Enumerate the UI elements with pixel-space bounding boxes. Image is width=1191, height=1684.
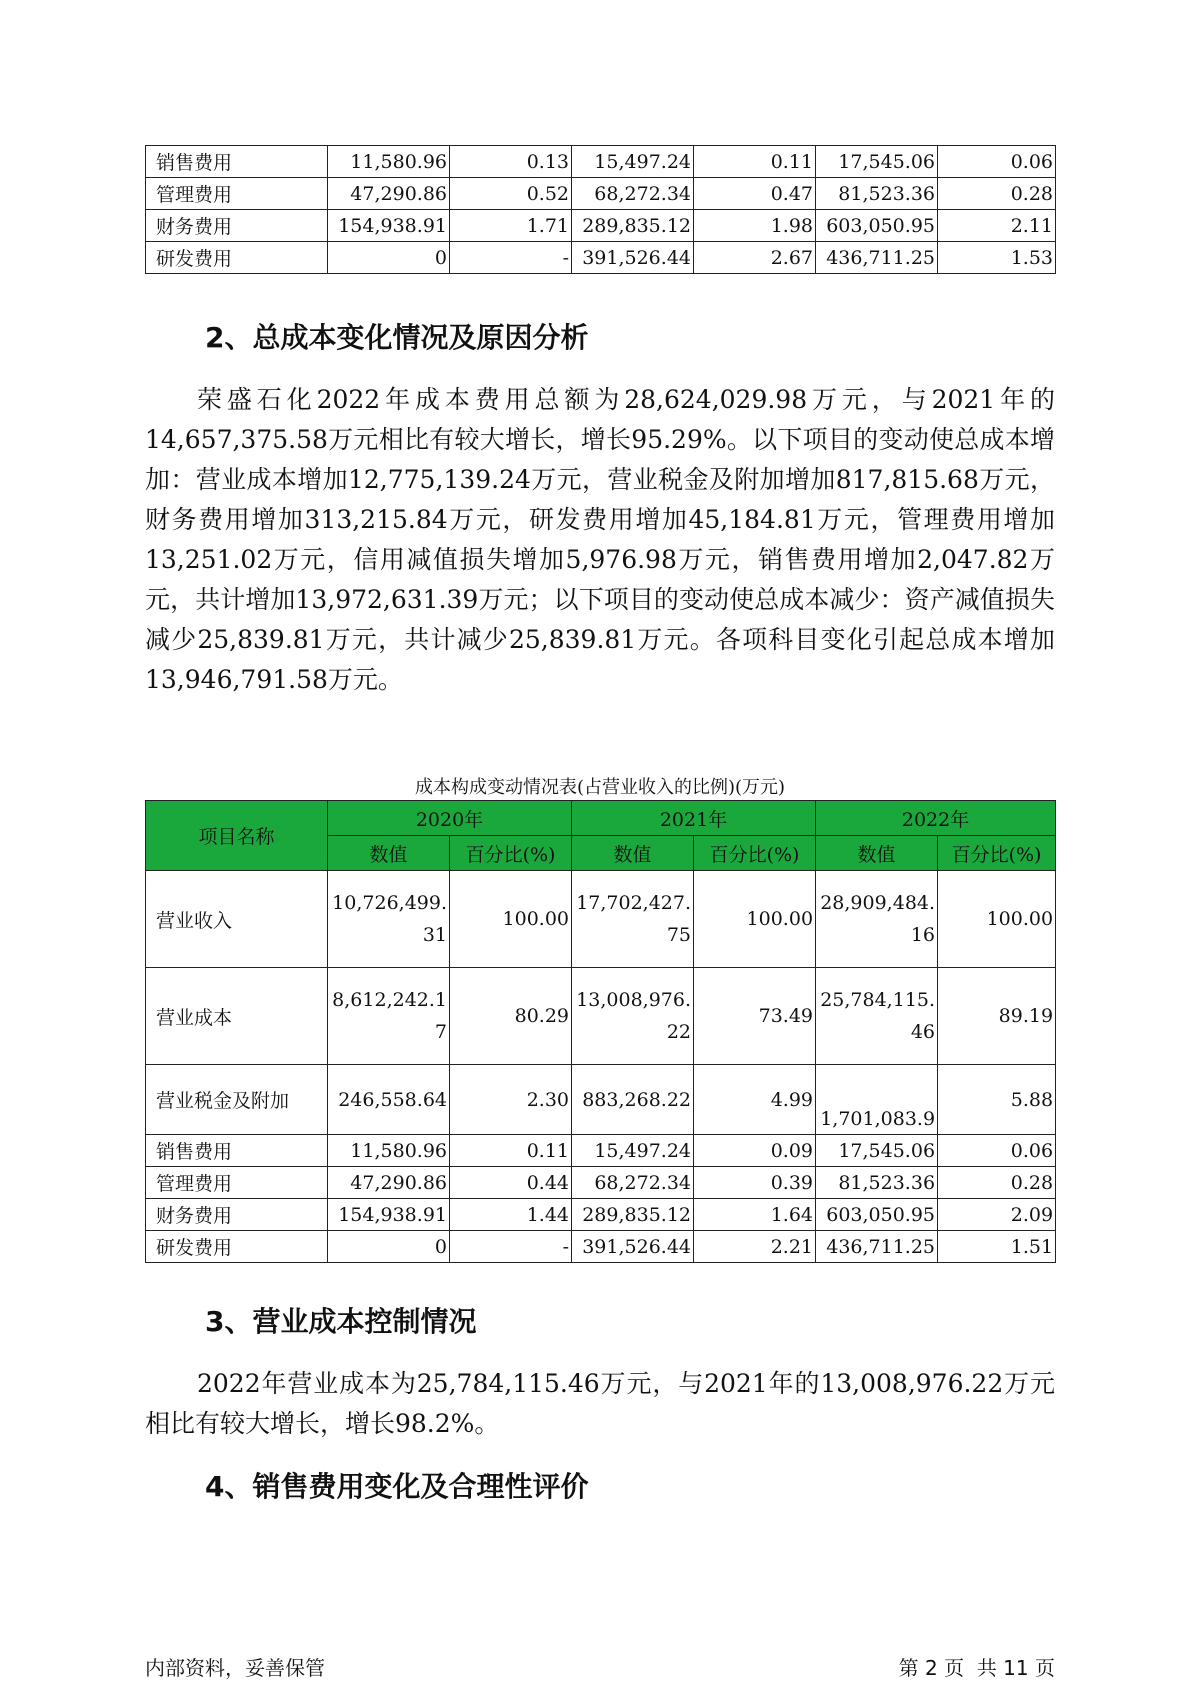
table-caption: 成本构成变动情况表(占营业收入的比例)(万元) <box>414 777 786 798</box>
value-2021: 883,268.22 <box>572 1065 694 1135</box>
section-heading: 2、总成本变化情况及原因分析 <box>205 321 589 354</box>
percent-2021: 100.00 <box>694 871 816 968</box>
value-2022: 603,050.95 <box>816 210 938 242</box>
value-2020: 0 <box>328 242 450 274</box>
percent-2020: 0.44 <box>450 1167 572 1199</box>
percent-2020: 100.00 <box>450 871 572 968</box>
value-2022: 28,909,484.16 <box>816 871 938 968</box>
value-2020: 10,726,499.31 <box>328 871 450 968</box>
percent-2020: 2.30 <box>450 1065 572 1135</box>
cost-structure-table <box>145 800 1056 1263</box>
value-2021: 289,835.12 <box>572 210 694 242</box>
percent-2020: 0.11 <box>450 1135 572 1167</box>
value-2022: 17,545.06 <box>816 146 938 178</box>
header-row <box>146 801 1056 836</box>
table-row <box>146 968 1056 1065</box>
value-2021: 15,497.24 <box>572 146 694 178</box>
percent-2020: 80.29 <box>450 968 572 1065</box>
value-2021: 391,526.44 <box>572 242 694 274</box>
percent-2020: 1.44 <box>450 1199 572 1231</box>
percent-2022: 0.06 <box>938 146 1056 178</box>
value-2022: 436,711.25 <box>816 1231 938 1263</box>
table-row <box>146 242 1056 274</box>
value-2022: 25,784,115.46 <box>816 968 938 1065</box>
value-2021: 15,497.24 <box>572 1135 694 1167</box>
row-label: 销售费用 <box>146 146 328 178</box>
value-2020: 0 <box>328 1231 450 1263</box>
value-2021: 13,008,976.22 <box>572 968 694 1065</box>
header-percent: 百分比(%) <box>938 836 1056 871</box>
footer-confidential-note: 内部资料，妥善保管 <box>145 1656 325 1680</box>
value-2021: 17,702,427.75 <box>572 871 694 968</box>
section-paragraph: 荣盛石化2022年成本费用总额为28,624,029.98万元，与2021年的14,657,375.58万元相比有较大增长，增长95.29%。以下项目的变动使总成本增加：营业成本增加12,775,139.24万元，营业税金及附加增加817,815.68万元，财务费用增加313,215.84万元，研发费用增加45,184.81万元，管理费用增加13,251.02万元，信用减值损失增加5,976.98万元，销售费用增加2,047.82万元，共计增加13,972,631.39万元；以下项目的变动使总成本减少：资产减值损失减少25,839.81万元，共计减少25,839.81万元。各项科目变化引起总成本增加13,946,791.58万元。 <box>145 385 1055 694</box>
section-heading: 4、销售费用变化及合理性评价 <box>205 1470 589 1503</box>
row-label: 研发费用 <box>146 1231 328 1263</box>
section-heading: 3、营业成本控制情况 <box>205 1305 477 1338</box>
percent-2022: 2.11 <box>938 210 1056 242</box>
table-row <box>146 210 1056 242</box>
value-2022: 81,523.36 <box>816 178 938 210</box>
percent-2020: 0.13 <box>450 146 572 178</box>
percent-2021: 2.21 <box>694 1231 816 1263</box>
row-label: 营业成本 <box>146 968 328 1065</box>
percent-2022: 5.88 <box>938 1065 1056 1135</box>
value-2020: 154,938.91 <box>328 210 450 242</box>
row-label: 财务费用 <box>146 1199 328 1231</box>
value-2021: 68,272.34 <box>572 1167 694 1199</box>
percent-2022: 0.06 <box>938 1135 1056 1167</box>
percent-2020: - <box>450 1231 572 1263</box>
table-row <box>146 1199 1056 1231</box>
value-2022: 603,050.95 <box>816 1199 938 1231</box>
percent-2022: 1.53 <box>938 242 1056 274</box>
row-label: 管理费用 <box>146 1167 328 1199</box>
row-label: 销售费用 <box>146 1135 328 1167</box>
percent-2021: 2.67 <box>694 242 816 274</box>
table-row <box>146 1135 1056 1167</box>
percent-2022: 1.51 <box>938 1231 1056 1263</box>
value-2022: 436,711.25 <box>816 242 938 274</box>
header-value: 数值 <box>816 836 938 871</box>
percent-2021: 0.39 <box>694 1167 816 1199</box>
percent-2021: 0.11 <box>694 146 816 178</box>
row-label: 财务费用 <box>146 210 328 242</box>
value-2020: 47,290.86 <box>328 178 450 210</box>
table-row <box>146 1167 1056 1199</box>
percent-2021: 0.47 <box>694 178 816 210</box>
percent-2021: 4.99 <box>694 1065 816 1135</box>
percent-2020: 0.52 <box>450 178 572 210</box>
row-label: 营业税金及附加 <box>146 1065 328 1135</box>
percent-2020: - <box>450 242 572 274</box>
header-year-2022: 2022年 <box>816 801 1056 836</box>
value-2022: 17,545.06 <box>816 1135 938 1167</box>
header-value: 数值 <box>572 836 694 871</box>
value-2021: 289,835.12 <box>572 1199 694 1231</box>
row-label: 研发费用 <box>146 242 328 274</box>
header-item-name: 项目名称 <box>146 801 328 871</box>
header-year-2020: 2020年 <box>328 801 572 836</box>
header-percent: 百分比(%) <box>450 836 572 871</box>
percent-2022: 2.09 <box>938 1199 1056 1231</box>
percent-2022: 89.19 <box>938 968 1056 1065</box>
percent-2022: 0.28 <box>938 178 1056 210</box>
value-2020: 246,558.64 <box>328 1065 450 1135</box>
header-percent: 百分比(%) <box>694 836 816 871</box>
percent-2021: 73.49 <box>694 968 816 1065</box>
table-row <box>146 146 1056 178</box>
row-label: 管理费用 <box>146 178 328 210</box>
table-row <box>146 1231 1056 1263</box>
table-row <box>146 871 1056 968</box>
value-2022: 1,701,083.9 <box>816 1065 938 1135</box>
percent-2021: 0.09 <box>694 1135 816 1167</box>
percent-2020: 1.71 <box>450 210 572 242</box>
value-2021: 68,272.34 <box>572 178 694 210</box>
header-year-2021: 2021年 <box>572 801 816 836</box>
value-2020: 8,612,242.17 <box>328 968 450 1065</box>
value-2021: 391,526.44 <box>572 1231 694 1263</box>
percent-2022: 100.00 <box>938 871 1056 968</box>
percent-2021: 1.64 <box>694 1199 816 1231</box>
percent-2022: 0.28 <box>938 1167 1056 1199</box>
value-2020: 154,938.91 <box>328 1199 450 1231</box>
value-2020: 11,580.96 <box>328 1135 450 1167</box>
percent-2021: 1.98 <box>694 210 816 242</box>
table-row <box>146 1065 1056 1135</box>
footer-page-number: 第 2 页 共 11 页 <box>898 1656 1055 1680</box>
value-2022: 81,523.36 <box>816 1167 938 1199</box>
table-row <box>146 178 1056 210</box>
header-value: 数值 <box>328 836 450 871</box>
table-top <box>145 145 1056 274</box>
section-paragraph: 2022年营业成本为25,784,115.46万元，与2021年的13,008,976.22万元相比有较大增长，增长98.2%。 <box>145 1369 1055 1438</box>
row-label: 营业收入 <box>146 871 328 968</box>
value-2020: 11,580.96 <box>328 146 450 178</box>
value-2020: 47,290.86 <box>328 1167 450 1199</box>
